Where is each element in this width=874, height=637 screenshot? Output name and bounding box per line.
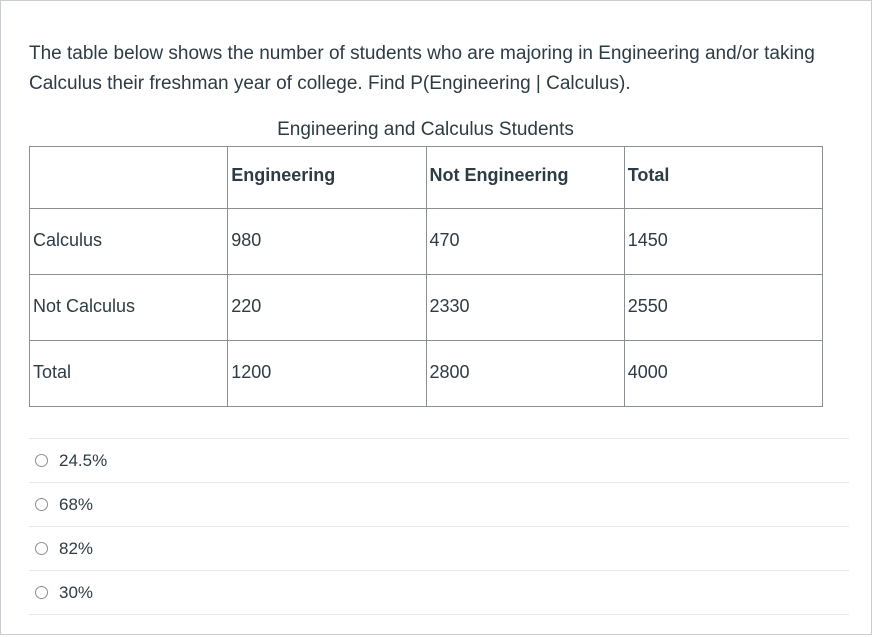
table-cell: 980 bbox=[228, 209, 426, 275]
table-cell: 1200 bbox=[228, 341, 426, 407]
answer-option[interactable] bbox=[29, 570, 849, 615]
table-caption: Engineering and Calculus Students bbox=[277, 119, 574, 140]
answer-label: 68% bbox=[59, 494, 94, 514]
table-row bbox=[30, 341, 823, 407]
question-text: The table below shows the number of students who are majoring in Engineering and/or taking Calculus their freshman year of college. Find P(Engineering | Calculus). bbox=[29, 43, 815, 94]
table-header-cell: Total bbox=[624, 147, 822, 209]
answer-option[interactable] bbox=[29, 482, 849, 526]
table-cell: 2800 bbox=[426, 341, 624, 407]
data-table bbox=[29, 146, 823, 407]
table-row bbox=[30, 275, 823, 341]
table-cell: 470 bbox=[426, 209, 624, 275]
answer-option[interactable] bbox=[29, 526, 849, 570]
radio-button[interactable] bbox=[35, 498, 48, 511]
table-header-cell: Engineering bbox=[228, 147, 426, 209]
answer-label: 30% bbox=[59, 582, 94, 602]
table-cell: Calculus bbox=[30, 209, 228, 275]
answer-label: 24.5% bbox=[59, 450, 108, 470]
table-cell: 4000 bbox=[624, 341, 822, 407]
table-cell: Not Calculus bbox=[30, 275, 228, 341]
radio-button[interactable] bbox=[35, 586, 48, 599]
answer-option[interactable] bbox=[29, 438, 849, 482]
radio-button[interactable] bbox=[35, 542, 48, 555]
table-cell: Total bbox=[30, 341, 228, 407]
table-cell: 2550 bbox=[624, 275, 822, 341]
table-cell: 220 bbox=[228, 275, 426, 341]
table-cell: 2330 bbox=[426, 275, 624, 341]
table-header-row bbox=[30, 147, 823, 209]
table-cell: 1450 bbox=[624, 209, 822, 275]
answer-list bbox=[29, 438, 849, 615]
answer-label: 82% bbox=[59, 538, 94, 558]
table-header-cell bbox=[30, 147, 228, 209]
table-row bbox=[30, 209, 823, 275]
radio-button[interactable] bbox=[35, 454, 48, 467]
table-header-cell: Not Engineering bbox=[426, 147, 624, 209]
